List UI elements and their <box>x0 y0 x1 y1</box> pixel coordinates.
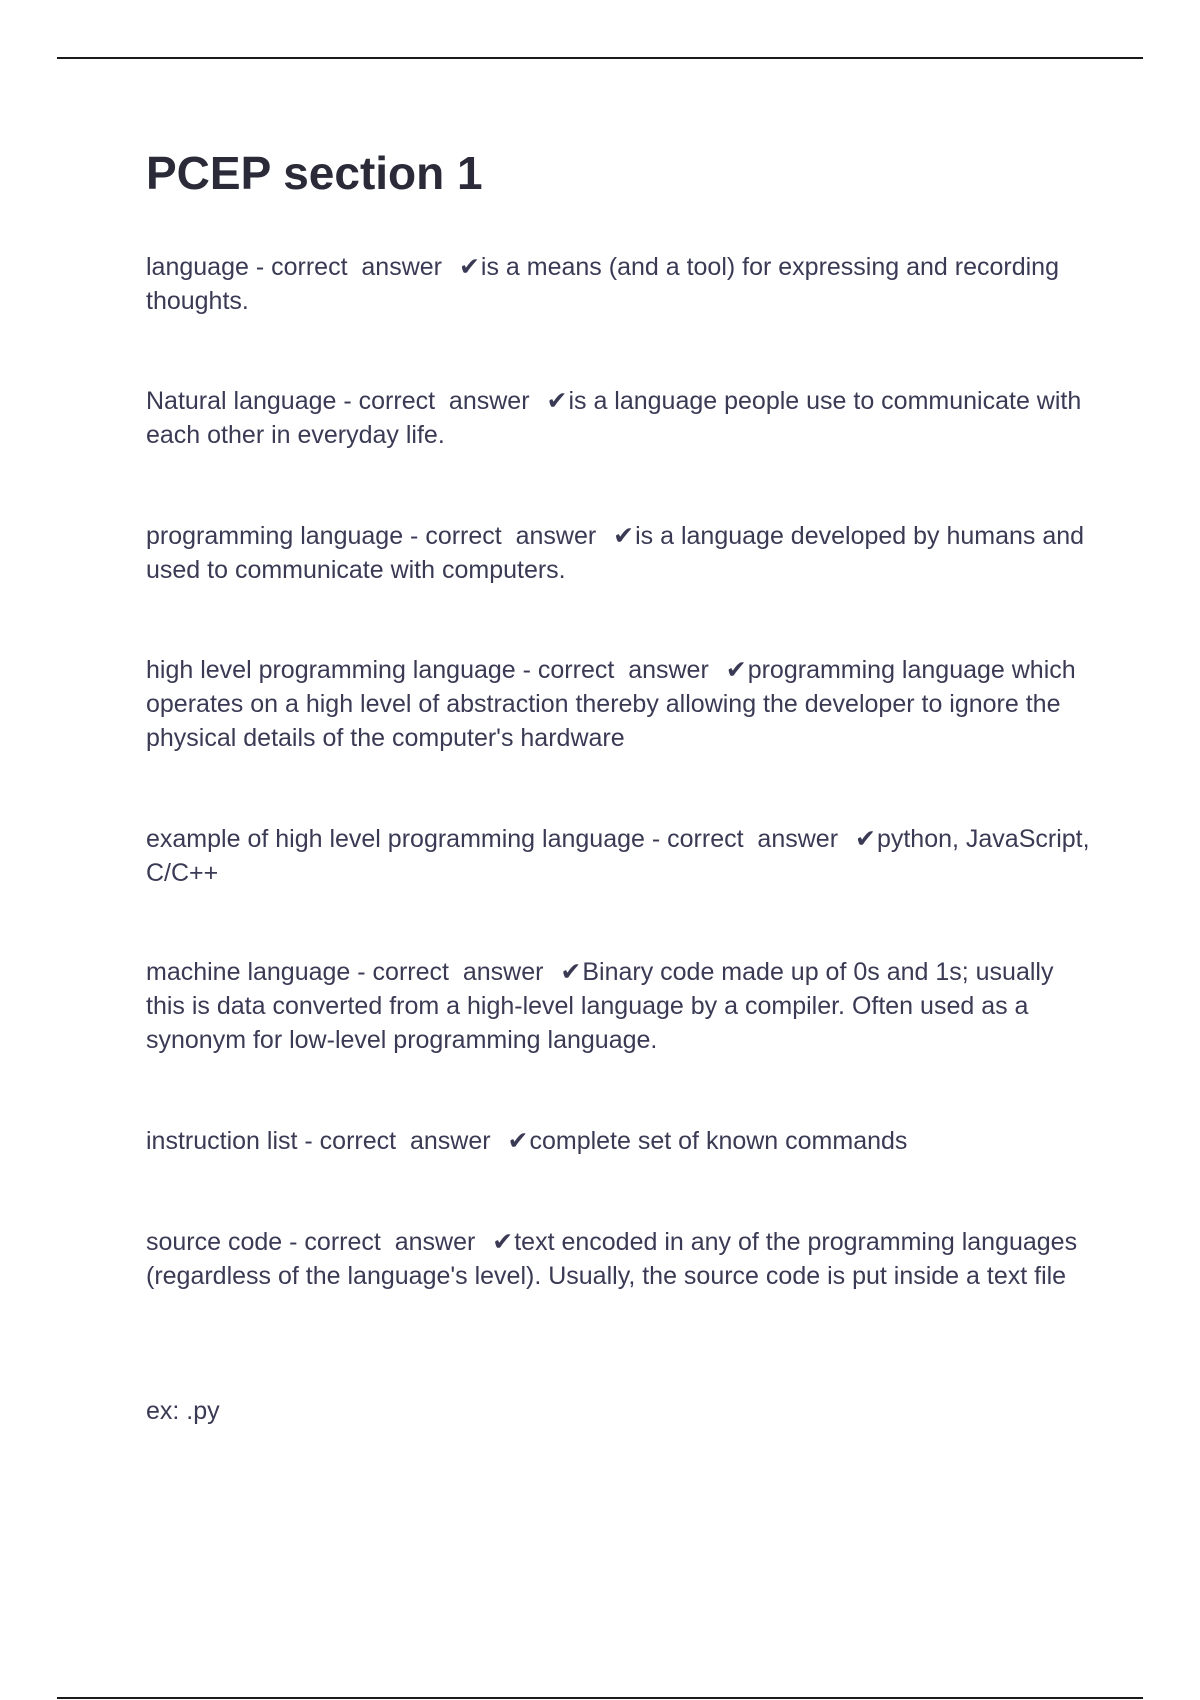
checkmark-icon: ✔ <box>560 958 582 986</box>
entry-term: machine language <box>146 958 351 986</box>
flashcard-entry <box>146 822 1096 890</box>
entry-separator: - correct answer <box>350 958 551 986</box>
flashcard-entry <box>146 1124 1096 1158</box>
entry-term: example of high level programming language <box>146 825 645 853</box>
entry-definition: is a language developed by humans and used to communicate with computers. <box>146 522 1092 584</box>
checkmark-icon: ✔ <box>725 656 747 684</box>
entry-separator: - correct answer <box>336 387 537 415</box>
top-rule <box>57 57 1143 59</box>
entry-separator: - correct answer <box>282 1228 483 1256</box>
entry-term: Natural language <box>146 387 337 415</box>
entry-separator: - correct answer <box>644 825 845 853</box>
checkmark-icon: ✔ <box>507 1127 529 1155</box>
entry-term: high level programming language <box>146 656 516 684</box>
entry-definition: programming language which operates on a high level of abstraction thereby allowing the developer to ignore the physical details of the computer's hardware <box>146 656 1083 752</box>
flashcard-entry <box>146 250 1096 318</box>
entry-separator: - correct answer <box>248 253 449 281</box>
entry-term: source code <box>146 1228 283 1256</box>
flashcard-entry <box>146 519 1096 587</box>
entry-definition: is a means (and a tool) for expressing and recording thoughts. <box>146 253 1066 315</box>
checkmark-icon: ✔ <box>613 522 635 550</box>
checkmark-icon: ✔ <box>492 1228 514 1256</box>
entry-definition: python, JavaScript, C/C++ <box>146 825 1097 887</box>
checkmark-icon: ✔ <box>854 825 876 853</box>
bottom-rule <box>57 1697 1143 1699</box>
flashcard-entry <box>146 955 1096 1057</box>
entry-term: programming language <box>146 522 404 550</box>
entry-term: language <box>146 253 249 281</box>
flashcard-entry <box>146 384 1096 452</box>
entry-separator: - correct answer <box>297 1127 498 1155</box>
page-title: PCEP section 1 <box>146 147 483 199</box>
entry-definition: complete set of known commands <box>529 1127 908 1155</box>
entry-separator: - correct answer <box>403 522 604 550</box>
entry-definition: text encoded in any of the programming languages (regardless of the language's level). Usually, the source code is put inside a text file <box>146 1228 1085 1290</box>
flashcard-entry <box>146 1225 1096 1293</box>
entry-definition: Binary code made up of 0s and 1s; usually this is data converted from a high-level language by a compiler. Often used as a synonym for low-level programming language. <box>146 958 1061 1054</box>
checkmark-icon: ✔ <box>546 387 568 415</box>
entry-definition: is a language people use to communicate with each other in everyday life. <box>146 387 1089 449</box>
entry-term: instruction list <box>146 1127 298 1155</box>
checkmark-icon: ✔ <box>458 253 480 281</box>
flashcard-entry <box>146 653 1096 755</box>
trailing-note: ex: .py <box>146 1397 220 1425</box>
entry-separator: - correct answer <box>515 656 716 684</box>
